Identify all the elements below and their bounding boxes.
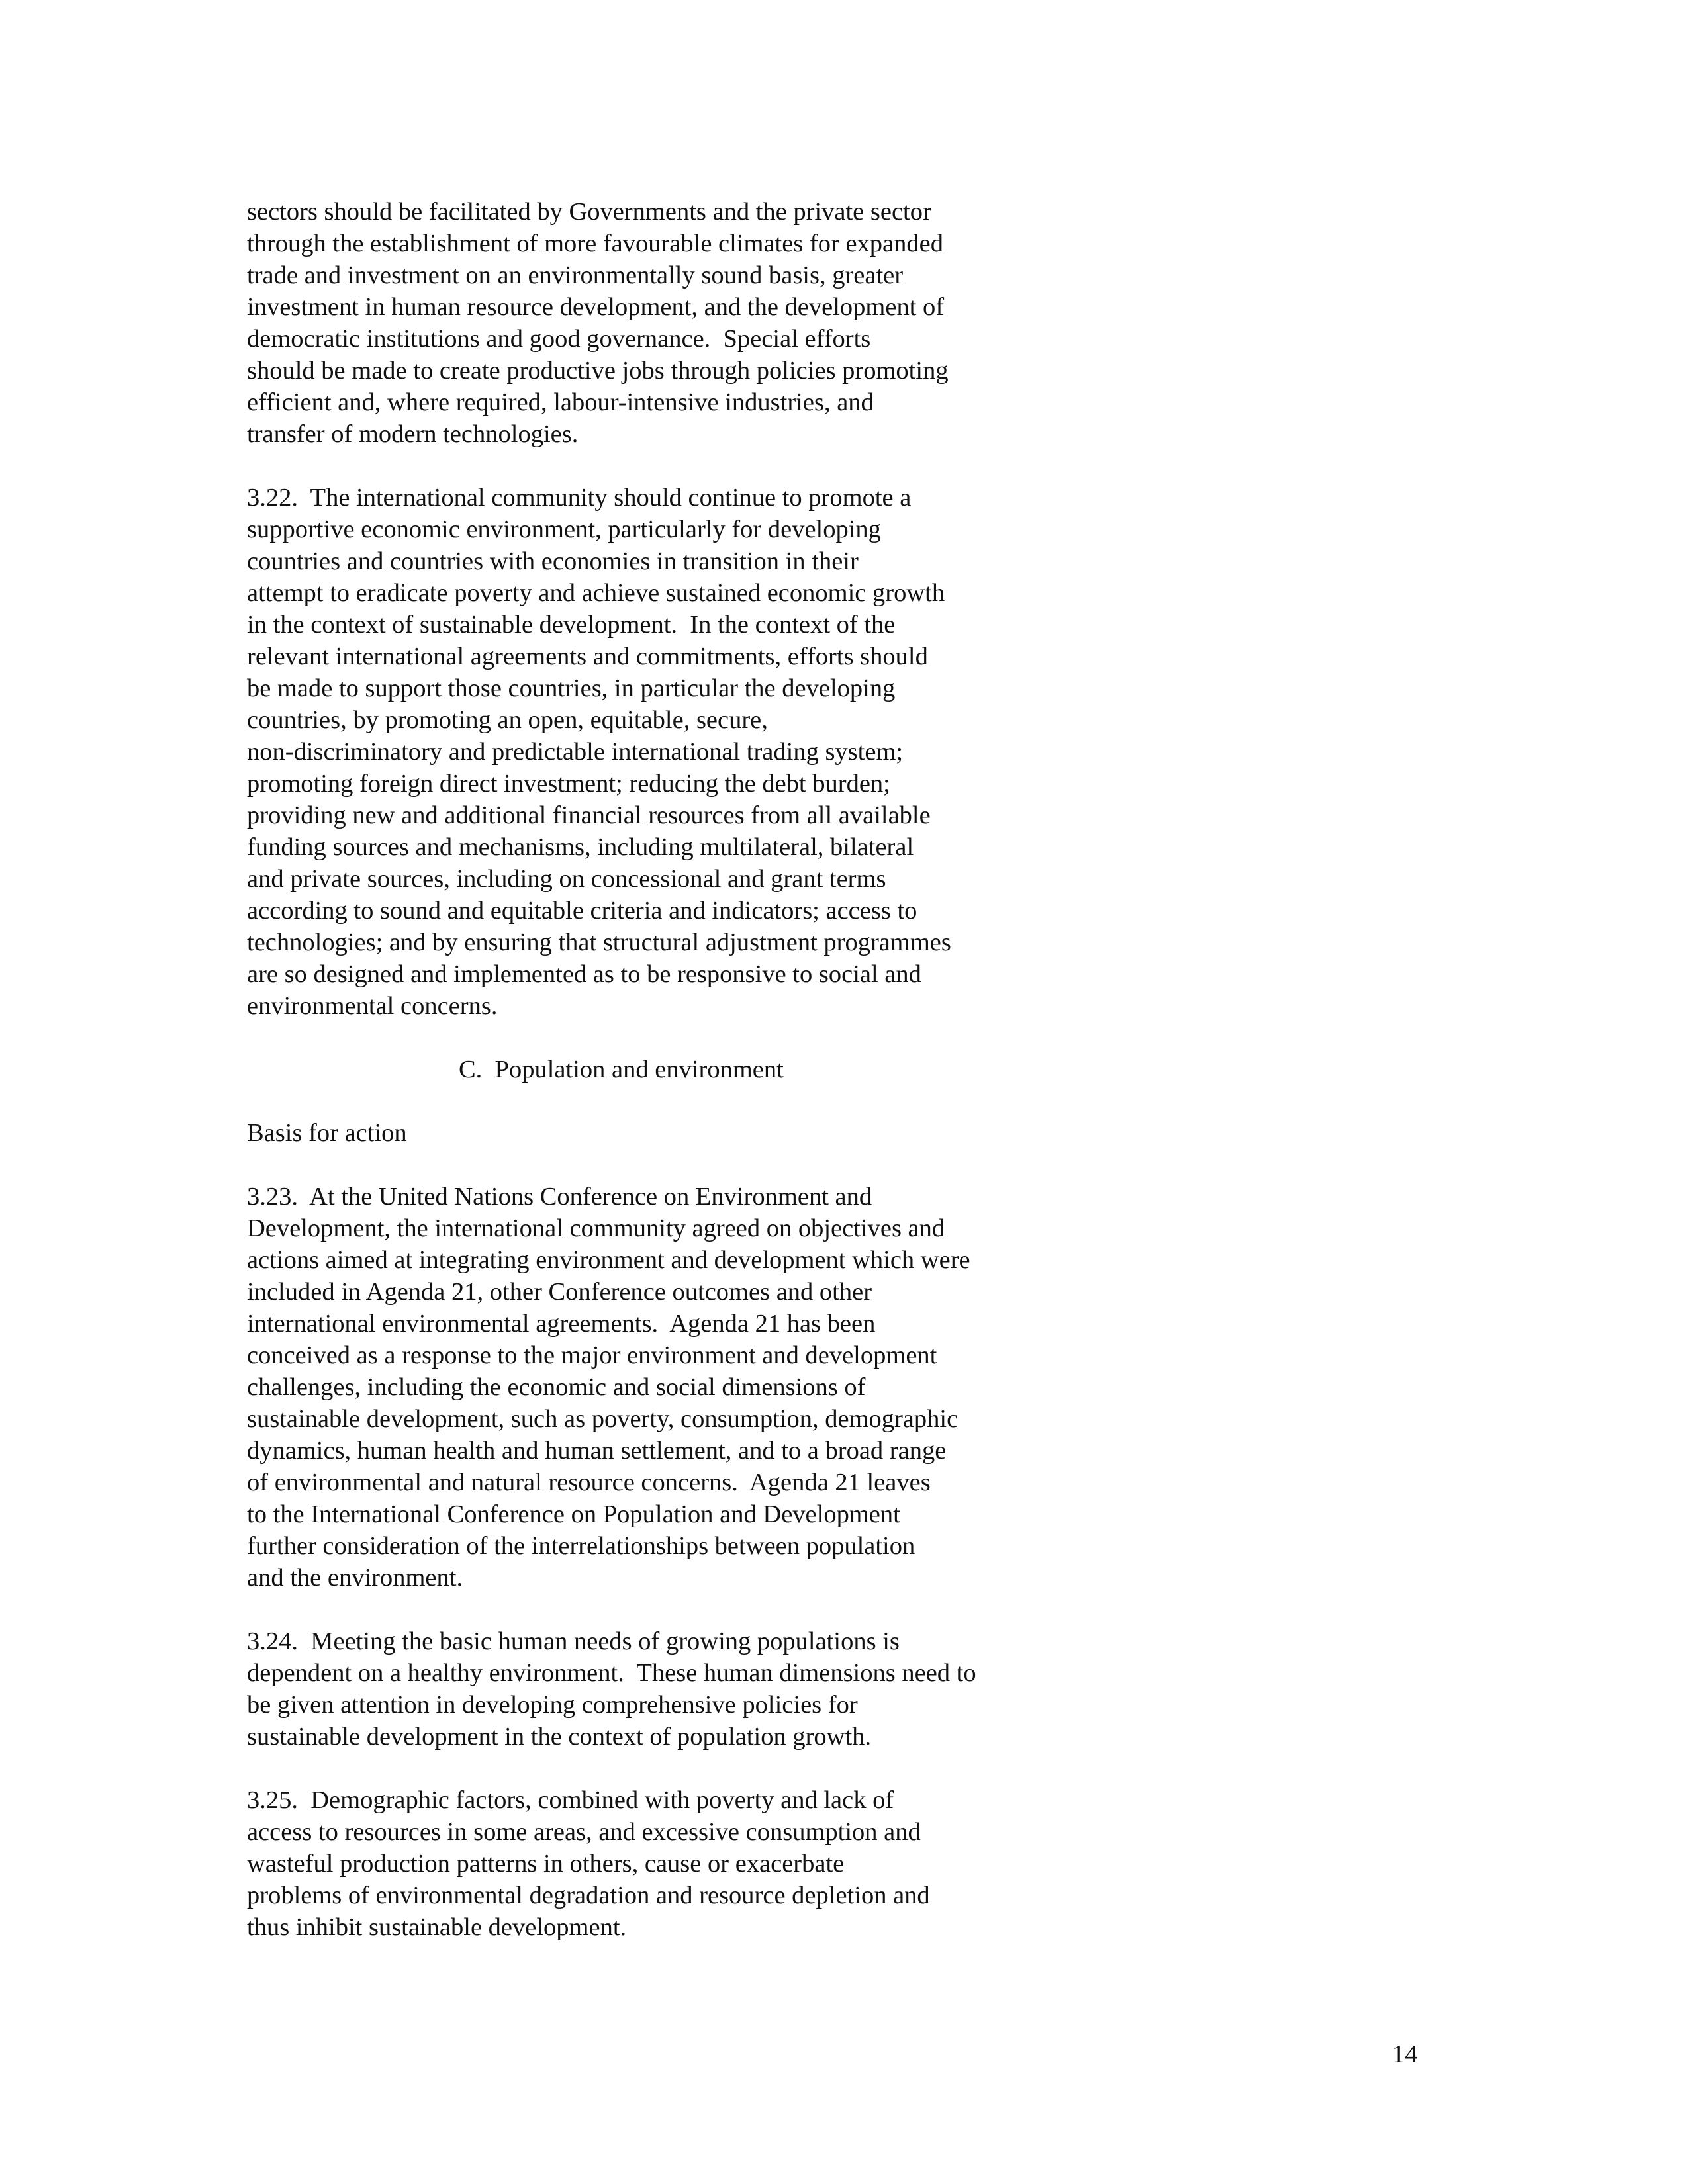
text-line: trade and investment on an environmentally sound basis, greater bbox=[247, 261, 904, 289]
text-line: conceived as a response to the major environment and development bbox=[247, 1342, 937, 1369]
text-line: environmental concerns. bbox=[247, 992, 498, 1020]
text-line: and private sources, including on concessional and grant terms bbox=[247, 865, 886, 893]
text-line: included in Agenda 21, other Conference outcomes and other bbox=[247, 1278, 872, 1306]
text-line: dynamics, human health and human settlement, and to a broad range bbox=[247, 1437, 947, 1465]
paragraph-spacer bbox=[247, 1594, 1107, 1625]
paragraph-3-24 bbox=[247, 1625, 1107, 1752]
text-line: sectors should be facilitated by Governments and the private sector bbox=[247, 198, 931, 226]
text-line: and the environment. bbox=[247, 1564, 463, 1592]
text-line: be given attention in developing comprehensive policies for bbox=[247, 1691, 858, 1719]
page-number: 14 bbox=[1392, 2040, 1418, 2068]
text-line: promoting foreign direct investment; reducing the debt burden; bbox=[247, 770, 890, 797]
text-line: providing new and additional financial resources from all available bbox=[247, 801, 931, 829]
text-line: attempt to eradicate poverty and achieve sustained economic growth bbox=[247, 579, 945, 607]
body-text-column bbox=[247, 196, 1107, 1943]
paragraph-continuation bbox=[247, 196, 1107, 450]
text-line: challenges, including the economic and social dimensions of bbox=[247, 1373, 866, 1401]
text-line: in the context of sustainable development. In the context of the bbox=[247, 611, 896, 639]
text-line: dependent on a healthy environment. These human dimensions need to bbox=[247, 1659, 976, 1687]
text-line: wasteful production patterns in others, cause or exacerbate bbox=[247, 1850, 845, 1878]
text-line: further consideration of the interrelationships between population bbox=[247, 1532, 915, 1560]
text-line: democratic institutions and good governance. Special efforts bbox=[247, 325, 871, 353]
text-line: to the International Conference on Population and Development bbox=[247, 1500, 900, 1528]
paragraph-spacer bbox=[247, 1752, 1107, 1784]
text-line: according to sound and equitable criteria and indicators; access to bbox=[247, 897, 917, 925]
paragraph-spacer bbox=[247, 1149, 1107, 1181]
text-line: 3.24. Meeting the basic human needs of growing populations is bbox=[247, 1627, 900, 1655]
text-line: be made to support those countries, in particular the developing bbox=[247, 674, 896, 702]
paragraph-spacer bbox=[247, 1022, 1107, 1054]
paragraph-3-25 bbox=[247, 1784, 1107, 1943]
text-line: 3.25. Demographic factors, combined with poverty and lack of bbox=[247, 1786, 894, 1814]
text-line: sustainable development, such as poverty, consumption, demographic bbox=[247, 1405, 959, 1433]
text-line: 3.23. At the United Nations Conference on Environment and bbox=[247, 1183, 872, 1210]
text-line: supportive economic environment, particularly for developing bbox=[247, 516, 881, 543]
text-line: funding sources and mechanisms, including multilateral, bilateral bbox=[247, 833, 914, 861]
paragraph-spacer bbox=[247, 1085, 1107, 1117]
text-line: of environmental and natural resource concerns. Agenda 21 leaves bbox=[247, 1469, 931, 1496]
text-line: thus inhibit sustainable development. bbox=[247, 1913, 627, 1941]
text-line: countries, by promoting an open, equitable, secure, bbox=[247, 706, 768, 734]
text-line: problems of environmental degradation and resource depletion and bbox=[247, 1882, 930, 1909]
text-line: sustainable development in the context of population growth. bbox=[247, 1723, 872, 1751]
paragraph-3-22 bbox=[247, 482, 1107, 1022]
text-line: investment in human resource development, and the development of bbox=[247, 293, 945, 321]
paragraph-3-23 bbox=[247, 1181, 1107, 1594]
text-line: countries and countries with economies in transition in their bbox=[247, 547, 859, 575]
text-line: are so designed and implemented as to be responsive to social and bbox=[247, 960, 921, 988]
section-heading: C. Population and environment bbox=[459, 1056, 784, 1083]
text-line: Development, the international community agreed on objectives and bbox=[247, 1214, 945, 1242]
text-line: access to resources in some areas, and excessive consumption and bbox=[247, 1818, 921, 1846]
text-line: should be made to create productive jobs through policies promoting bbox=[247, 357, 949, 385]
text-line: efficient and, where required, labour-intensive industries, and bbox=[247, 388, 874, 416]
paragraph-spacer bbox=[247, 450, 1107, 482]
text-line: transfer of modern technologies. bbox=[247, 420, 579, 448]
text-line: 3.22. The international community should continue to promote a bbox=[247, 484, 912, 512]
text-line: relevant international agreements and commitments, efforts should bbox=[247, 643, 928, 670]
text-line: through the establishment of more favourable climates for expanded bbox=[247, 230, 943, 257]
text-line: actions aimed at integrating environment and development which were bbox=[247, 1246, 970, 1274]
text-line: non-discriminatory and predictable international trading system; bbox=[247, 738, 904, 766]
text-line: international environmental agreements. Agenda 21 has been bbox=[247, 1310, 876, 1338]
text-line: technologies; and by ensuring that structural adjustment programmes bbox=[247, 929, 951, 956]
subheading: Basis for action bbox=[247, 1119, 407, 1147]
